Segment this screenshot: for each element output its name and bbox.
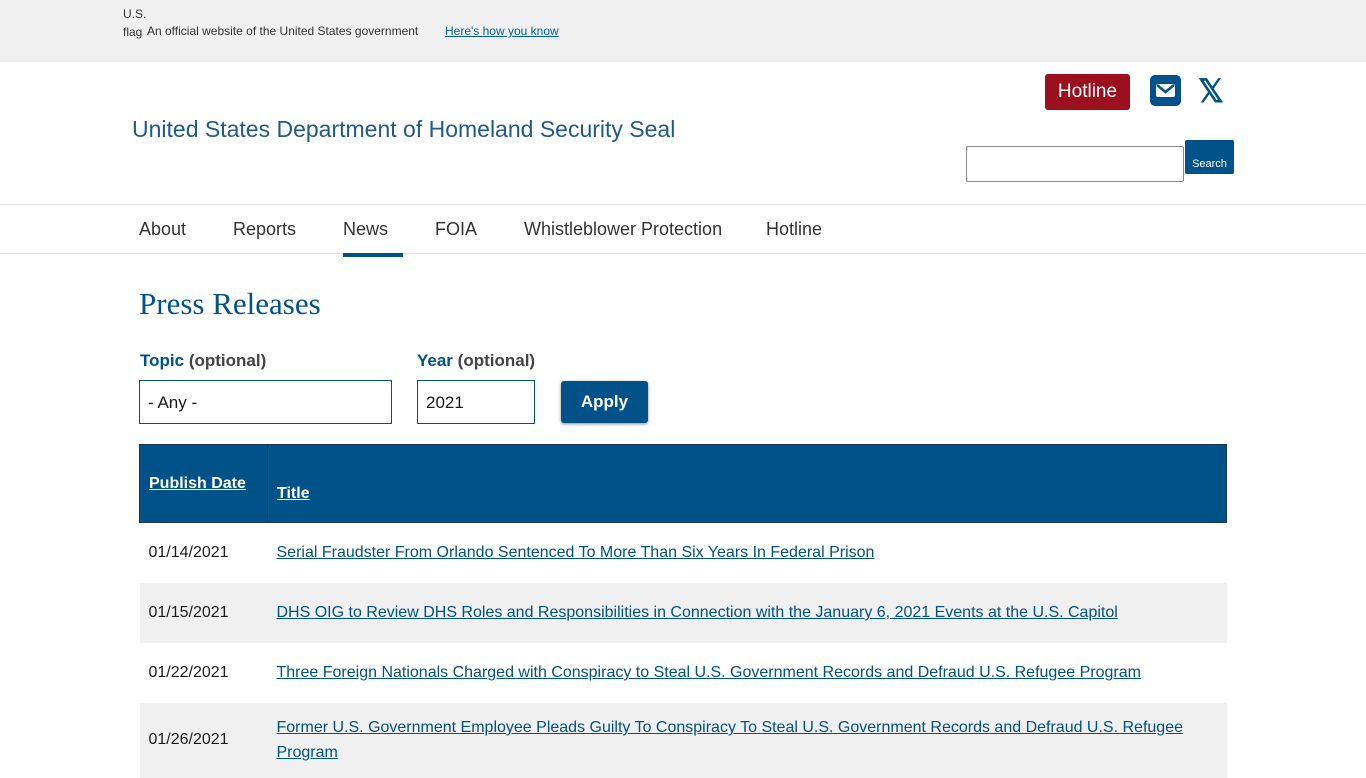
email-icon[interactable] [1150,75,1181,106]
apply-button[interactable]: Apply [561,381,648,423]
press-releases-table [139,444,1227,778]
banner-text: An official website of the United States government [147,24,419,38]
release-link[interactable]: Serial Fraudster From Orlando Sentenced To More Than Six Years In Federal Prison [276,544,875,562]
how-you-know-link[interactable]: Here's how you know [445,24,559,38]
search-button[interactable]: Search [1185,140,1234,174]
nav-hotline[interactable]: Hotline [766,219,823,239]
nav-reports[interactable]: Reports [233,219,297,239]
page-title: Press Releases [139,286,321,321]
release-link[interactable]: DHS OIG to Review DHS Roles and Responsibilities in Connection with the January 6, 2021 Events at the U.S. Capitol [276,604,1118,621]
site-header [0,62,1366,205]
dhs-seal-logo[interactable]: United States Department of Homeland Security Seal [132,116,676,142]
us-flag-icon: U.S. flag [123,7,147,39]
x-twitter-icon[interactable]: 𝕏 [1198,73,1224,109]
table-row: 01/14/2021 Serial Fraudster From Orlando Sentenced To More Than Six Years In Federal Prison [148,543,875,562]
topic-label: Topic (optional) [140,351,267,370]
nav-about[interactable]: About [139,219,187,239]
nav-news[interactable]: News [343,219,403,257]
publish-date-header: Publish Date [140,445,268,523]
main-nav [0,205,1366,254]
table-row: 01/22/2021 Three Foreign Nationals Charged with Conspiracy to Steal U.S. Government Records and Defraud U.S. Refugee Program [148,663,1141,681]
gov-banner [0,0,1366,62]
nav-whistleblower[interactable]: Whistleblower Protection [524,219,723,239]
hotline-button[interactable]: Hotline [1045,74,1130,110]
release-link[interactable]: Former U.S. Government Employee Pleads Guilty To Conspiracy To Steal U.S. Government Records and Defraud U.S. Refugee Program [276,719,1183,761]
year-label: Year (optional) [417,351,536,370]
table-row: 01/15/2021 DHS OIG to Review DHS Roles and Responsibilities in Connection with the January 6, 2021 Events at the U.S. Capitol [140,583,1227,643]
title-header: Title [268,445,1227,523]
nav-foia[interactable]: FOIA [435,219,478,239]
year-input[interactable]: 2021 [417,380,535,424]
table-row: 01/26/2021 Former U.S. Government Employee Pleads Guilty To Conspiracy To Steal U.S. Government Records and Defraud U.S. Refugee Program [140,703,1227,778]
search-input[interactable] [966,146,1184,182]
topic-select[interactable]: - Any - [139,380,392,424]
release-link[interactable]: Three Foreign Nationals Charged with Conspiracy to Steal U.S. Government Records and Defraud U.S. Refugee Program [276,664,1141,681]
